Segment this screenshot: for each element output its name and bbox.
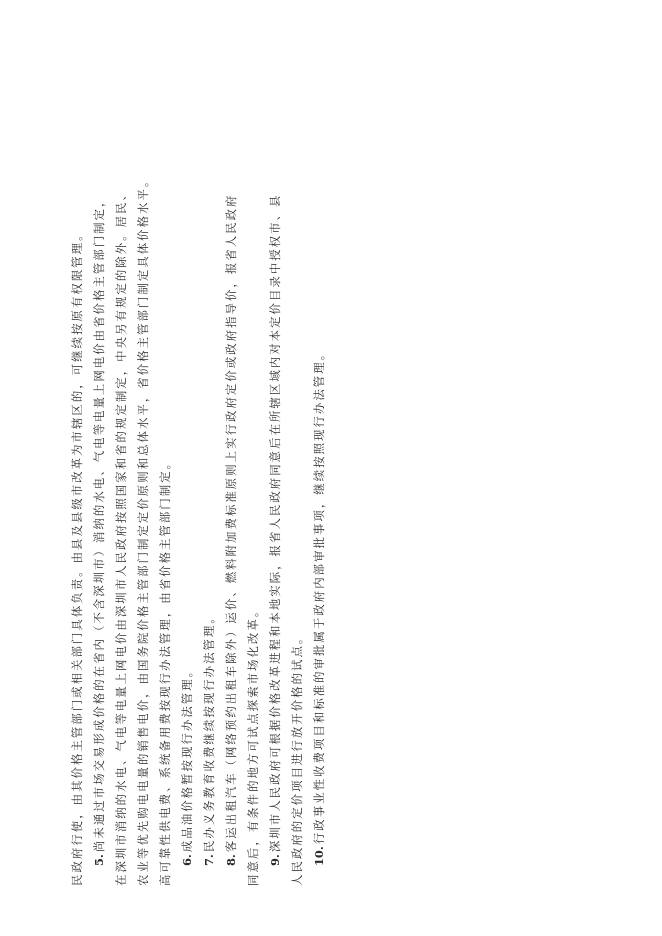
paragraph-line: 人民政府的定价项目进行放开价格的试点。 xyxy=(290,630,304,886)
paragraph-line: 高可靠性供电费、系统备用费按现行办法管理，由省价格主管部门制定。 xyxy=(158,455,172,886)
paragraph-item-9: 9.深圳市人民政府可根据价格改革进程和本地实际，报省人民政府同意后在所辖区域内对本定价目录中授权市、县 xyxy=(268,193,282,866)
paragraph-line: 同意后，有条件的地方可试点探索市场化改革。 xyxy=(246,603,260,886)
item-number: 8. xyxy=(224,854,238,866)
paragraph-item-5: 5.尚未通过市场交易形成价格的在省内（不含深圳市）消纳的水电、气电等电量上网电价由省价格主管部门制定， xyxy=(92,193,106,866)
rotated-text-block xyxy=(66,98,330,888)
paragraph-item-8: 8.客运出租汽车（网络预约出租车除外）运价、燃料附加费标准原则上实行政府定价或政府指导价，报省人民政府 xyxy=(224,193,238,866)
item-number: 10. xyxy=(312,846,326,866)
item-number: 5. xyxy=(92,854,106,866)
item-number: 7. xyxy=(202,854,216,866)
paragraph-item-7: 7.民办义务教育收费继续按现行办法管理。 xyxy=(202,610,216,866)
item-number: 9. xyxy=(268,854,282,866)
item-number: 6. xyxy=(180,854,194,866)
paragraph-item-10: 10.行政事业性收费项目和标准的审批属于政府内部审批事项，继续按照现行办法管理。 xyxy=(312,346,326,866)
paragraph-item-6: 6.成品油价格暂按现行办法管理。 xyxy=(180,663,194,866)
paragraph-line: 民政府行使，由其价格主管部门或相关部门具体负责。由县及县级市改革为市辖区的，可继续按原有权限管理。 xyxy=(70,227,84,886)
paragraph-line: 农业等优先购电电量的销售电价，由国务院价格主管部门制定定价原则和总体水平，省价格主管部门制定具体价格水平。 xyxy=(136,173,150,886)
paragraph-line: 在深圳市消纳的水电、气电等电量上网电价由深圳市人民政府按照国家和省的规定制定，中央另有规定的除外。居民、 xyxy=(114,187,128,886)
